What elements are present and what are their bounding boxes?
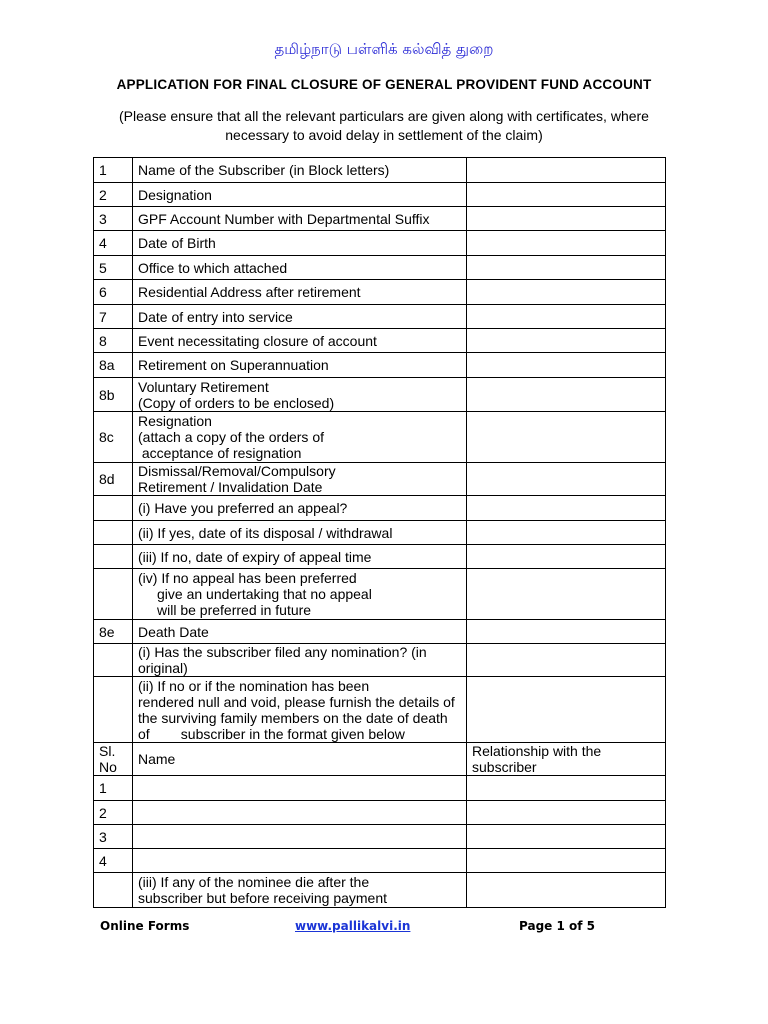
answer-field[interactable] [467, 183, 666, 207]
row-number [94, 873, 133, 908]
row-label: Residential Address after retirement [133, 280, 467, 305]
row-label [133, 412, 467, 463]
row-number: 8a [94, 353, 133, 378]
row-number: 8 [94, 329, 133, 353]
table-row [94, 677, 666, 743]
answer-field[interactable] [467, 644, 666, 677]
table-row [94, 280, 666, 305]
row-label-line: (attach a copy of the orders of [138, 429, 324, 445]
instruction-note-line-1: (Please ensure that all the relevant particulars are given along with certificates, where [119, 108, 649, 124]
row-number [94, 677, 133, 743]
row-label-line: (Copy of orders to be enclosed) [138, 394, 335, 411]
answer-field[interactable] [467, 677, 666, 743]
row-label: Event necessitating closure of account [133, 329, 467, 353]
answer-field[interactable] [467, 280, 666, 305]
row-label-line: Dismissal/Removal/Compulsory [138, 463, 336, 479]
table-row [94, 329, 666, 353]
answer-field[interactable] [467, 620, 666, 644]
row-number [94, 545, 133, 569]
row-number [94, 644, 133, 677]
answer-field[interactable] [467, 463, 666, 496]
row-number [94, 521, 133, 545]
row-label: Retirement on Superannuation [133, 353, 467, 378]
table-row [94, 353, 666, 378]
instruction-note [100, 107, 668, 145]
row-number: 7 [94, 305, 133, 329]
answer-field[interactable] [467, 207, 666, 231]
row-label [133, 644, 467, 677]
answer-field[interactable] [467, 305, 666, 329]
serial-number: 4 [94, 849, 133, 873]
department-header-tamil: தமிழ்நாடு பள்ளிக் கல்வித் துறை [274, 40, 494, 58]
member-relationship-field[interactable] [467, 776, 666, 801]
answer-field[interactable] [467, 873, 666, 908]
page-indicator: Page 1 of 5 [519, 919, 595, 933]
row-label-line: (iv) If no appeal has been preferred [138, 570, 357, 586]
serial-number: 2 [94, 801, 133, 825]
family-table-header [94, 743, 666, 776]
row-number: 4 [94, 231, 133, 256]
member-relationship-field[interactable] [467, 801, 666, 825]
answer-field[interactable] [467, 329, 666, 353]
row-label-line: of subscriber in the format given below [138, 725, 405, 742]
answer-field[interactable] [467, 378, 666, 412]
member-name-field[interactable] [133, 801, 467, 825]
header-line: Relationship with the [472, 743, 602, 759]
answer-field[interactable] [467, 256, 666, 280]
row-label: Designation [133, 183, 467, 207]
table-row [94, 545, 666, 569]
row-label-line: the surviving family members on the date of death [138, 709, 448, 726]
row-label [133, 569, 467, 620]
name-header: Name [133, 743, 467, 776]
row-label-line: (i) Has the subscriber filed any nomination? (in [138, 644, 427, 660]
row-label-line: (ii) If no or if the nomination has been [138, 677, 370, 694]
row-label-line: original) [138, 660, 188, 676]
answer-field[interactable] [467, 569, 666, 620]
table-row [94, 305, 666, 329]
table-row [94, 378, 666, 412]
row-label-line: Voluntary Retirement [138, 378, 269, 395]
row-label-line: acceptance of resignation [138, 445, 302, 461]
family-member-row [94, 849, 666, 873]
row-label-line: Resignation [138, 413, 212, 429]
row-number: 2 [94, 183, 133, 207]
member-relationship-field[interactable] [467, 825, 666, 849]
row-number [94, 569, 133, 620]
row-label: (i) Have you preferred an appeal? [133, 496, 467, 521]
answer-field[interactable] [467, 521, 666, 545]
answer-field[interactable] [467, 231, 666, 256]
row-number [94, 496, 133, 521]
row-number: 1 [94, 158, 133, 183]
row-label-line: subscriber but before receiving payment [138, 890, 388, 906]
table-row [94, 412, 666, 463]
row-label: (ii) If yes, date of its disposal / withdrawal [133, 521, 467, 545]
member-name-field[interactable] [133, 825, 467, 849]
serial-number: 1 [94, 776, 133, 801]
table-row [94, 256, 666, 280]
row-label: (iii) If no, date of expiry of appeal time [133, 545, 467, 569]
row-number: 5 [94, 256, 133, 280]
table-row [94, 521, 666, 545]
table-row [94, 496, 666, 521]
row-label: GPF Account Number with Departmental Suffix [133, 207, 467, 231]
table-row [94, 873, 666, 908]
form-title: APPLICATION FOR FINAL CLOSURE OF GENERAL PROVIDENT FUND ACCOUNT [116, 77, 652, 92]
row-label: Date of Birth [133, 231, 467, 256]
row-label: Name of the Subscriber (in Block letters) [133, 158, 467, 183]
answer-field[interactable] [467, 353, 666, 378]
website-link[interactable]: www.pallikalvi.in [295, 919, 411, 933]
row-number: 8c [94, 412, 133, 463]
row-label [133, 463, 467, 496]
member-name-field[interactable] [133, 776, 467, 801]
header-line: Sl. [99, 743, 116, 759]
table-row [94, 183, 666, 207]
row-number: 8d [94, 463, 133, 496]
row-label [133, 873, 467, 908]
row-label: Date of entry into service [133, 305, 467, 329]
answer-field[interactable] [467, 158, 666, 183]
relationship-header [467, 743, 666, 776]
gpf-form-table [93, 157, 666, 908]
table-row [94, 569, 666, 620]
member-relationship-field[interactable] [467, 849, 666, 873]
row-label: Death Date [133, 620, 467, 644]
row-number: 8e [94, 620, 133, 644]
answer-field[interactable] [467, 545, 666, 569]
row-number: 3 [94, 207, 133, 231]
header-line: No [99, 759, 117, 775]
row-label-line: give an undertaking that no appeal [157, 586, 372, 602]
table-row [94, 620, 666, 644]
serial-number-header [94, 743, 133, 776]
family-member-row [94, 801, 666, 825]
family-member-row [94, 825, 666, 849]
table-row [94, 231, 666, 256]
row-label-line: rendered null and void, please furnish the details of [138, 693, 455, 710]
table-row [94, 207, 666, 231]
instruction-note-line-2: necessary to avoid delay in settlement of the claim) [225, 127, 543, 143]
table-row [94, 158, 666, 183]
footer-label: Online Forms [100, 919, 190, 933]
row-number: 6 [94, 280, 133, 305]
family-member-row [94, 776, 666, 801]
table-row [94, 644, 666, 677]
row-label-line: (iii) If any of the nominee die after the [138, 874, 370, 890]
row-number: 8b [94, 378, 133, 412]
row-label-line: will be preferred in future [157, 602, 312, 618]
member-name-field[interactable] [133, 849, 467, 873]
row-label-line: Retirement / Invalidation Date [138, 479, 323, 495]
row-label [133, 378, 467, 412]
header-line: subscriber [472, 759, 537, 775]
table-row [94, 463, 666, 496]
row-label [133, 677, 467, 743]
row-label: Office to which attached [133, 256, 467, 280]
answer-field[interactable] [467, 496, 666, 521]
answer-field[interactable] [467, 412, 666, 463]
serial-number: 3 [94, 825, 133, 849]
